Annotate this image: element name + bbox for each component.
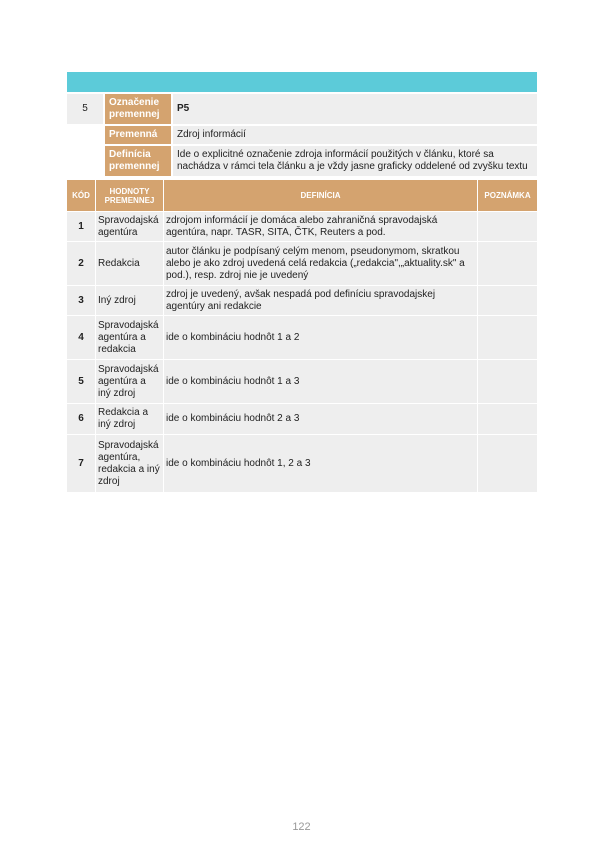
table-row: 3 Iný zdroj zdroj je uvedený, avšak nespadá pod definíciu spravodajskej agentúry ani redakcie: [67, 285, 537, 315]
table-row: 5 Spravodajská agentúra a iný zdroj ide o kombináciu hodnôt 1 a 3: [67, 359, 537, 403]
value-definicia: Ide o explicitné označenie zdroja informácií použitých v článku, ktoré sa nachádza v rámci tela článku a je vždy jasne graficky oddelené od zvyšku textu: [171, 144, 537, 176]
table-row: 7 Spravodajská agentúra, redakcia a iný zdroj ide o kombináciu hodnôt 1, 2 a 3: [67, 434, 537, 492]
table-row: 1 Spravodajská agentúra zdrojom informácií je domáca alebo zahraničná spravodajská agentúra, napr. TASR, SITA, ČTK, Reuters a pod.: [67, 211, 537, 241]
variable-number: 5: [67, 92, 103, 124]
label-premenna: Premenná: [103, 124, 171, 144]
col-header-poznamka: POZNÁMKA: [478, 180, 537, 211]
page-number: 122: [292, 821, 311, 833]
variable-header-table: [67, 92, 537, 176]
label-definicia: Definícia premennej: [103, 144, 171, 176]
col-header-hodnoty: HODNOTY PREMENNEJ: [96, 180, 164, 211]
col-header-kod: KÓD: [67, 180, 96, 211]
page-content: [67, 72, 537, 492]
col-header-definicia: DEFINÍCIA: [164, 180, 478, 211]
value-oznacenie: P5: [171, 92, 537, 124]
label-oznacenie: Označenie premennej: [103, 92, 171, 124]
table-row: 2 Redakcia autor článku je podpísaný celým menom, pseudonymom, skratkou alebo je ako zdroj uvedená celá redakcia („redakcia",„aktuality.sk" a pod.), resp. zdroj nie je uvedený: [67, 241, 537, 285]
values-table: [67, 180, 537, 492]
table-row: 4 Spravodajská agentúra a redakcia ide o kombináciu hodnôt 1 a 2: [67, 315, 537, 359]
table-row: 6 Redakcia a iný zdroj ide o kombináciu hodnôt 2 a 3: [67, 403, 537, 434]
value-premenna: Zdroj informácií: [171, 124, 537, 144]
top-color-bar: [67, 72, 537, 92]
